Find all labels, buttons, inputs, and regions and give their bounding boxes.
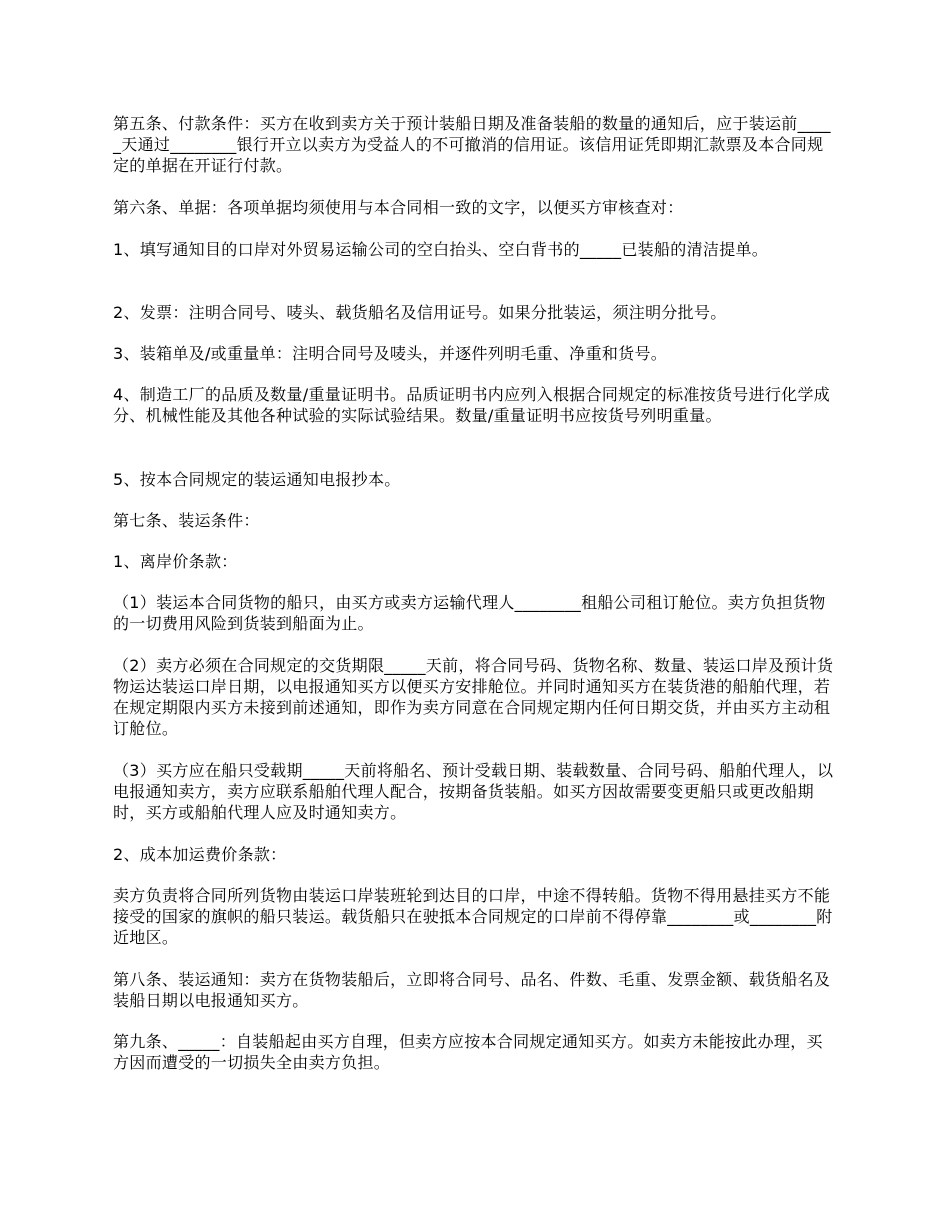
doc-item-1-bill-of-lading [113,239,838,260]
fob-clause-3 [113,760,838,823]
paragraph-text: 第七条、装运条件： [113,511,260,530]
shipment-item-1-fob [113,551,838,572]
paragraph-text: 第六条、单据：各项单据均须使用与本合同相一致的文字，以便买方审核查对： [113,198,684,217]
paragraph-text: 3、装箱单及/或重量单：注明合同号及唛头，并逐件列明毛重、净重和货号。 [113,344,668,363]
paragraph-text: 1、离岸价条款： [113,552,238,571]
doc-item-5-telegram-copy [113,469,838,490]
paragraph-text: 第八条、装运通知：卖方在货物装船后，立即将合同号、品名、件数、毛重、发票金额、载货船名及装船日期以电报通知买方。 [113,970,831,1010]
paragraph-text: （2）卖方必须在合同规定的交货期限_____天前，将合同号码、货物名称、数量、装运口岸及预计货物运达装运口岸日期，以电报通知买方以便买方安排舱位。并同时通知买方在装货港的船舶代理，若在规定期限内买方未接到前述通知，即作为卖方同意在合同规定期内任何日期交货，并由买方主动租订舱位。 [113,656,834,738]
article-6-documents [113,197,838,218]
fob-clause-2 [113,655,838,739]
shipment-item-2-cfr [113,844,838,865]
paragraph-text: 2、成本加运费价条款： [113,845,287,864]
paragraph-text: 5、按本合同规定的装运通知电报抄本。 [113,470,401,489]
paragraph-text: （1）装运本合同货物的船只，由买方或卖方运输代理人________租船公司租订舱位。卖方负担货物的一切费用风险到货装到船面为止。 [113,593,826,633]
paragraph-text: 1、填写通知目的口岸对外贸易运输公司的空白抬头、空白背书的_____已装船的清洁提单。 [113,240,769,259]
doc-item-3-packing-list [113,343,838,364]
fob-clause-1 [113,592,838,634]
cfr-clause [113,885,838,948]
article-7-shipment [113,510,838,531]
paragraph-text: 卖方负责将合同所列货物由装运口岸装班轮到达目的口岸，中途不得转船。货物不得用悬挂买方不能接受的国家的旗帜的船只装运。载货船只在驶抵本合同规定的口岸前不得停靠________或________附近地区。 [113,886,833,947]
article-9 [113,1031,838,1073]
paragraph-text: （3）买方应在船只受载期_____天前将船名、预计受载日期、装载数量、合同号码、船舶代理人，以电报通知卖方，卖方应联系船舶代理人配合，按期备货装船。如买方因故需要变更船只或更改船期时，买方或船舶代理人应及时通知卖方。 [113,761,834,822]
paragraph-text: 第五条、付款条件：买方在收到卖方关于预计装船日期及准备装船的数量的通知后，应于装运前_____天通过________银行开立以卖方为受益人的不可撤消的信用证。该信用证凭即期汇款票及本合同规定的单据在开证行付款。 [113,114,831,175]
article-5-payment [113,113,838,176]
paragraph-text: 2、发票：注明合同号、唛头、载货船名及信用证号。如果分批装运，须注明分批号。 [113,303,727,322]
article-8-shipment-notice [113,969,838,1011]
paragraph-text: 4、制造工厂的品质及数量/重量证明书。品质证明书内应列入根据合同规定的标准按货号进行化学成分、机械性能及其他各种试验的实际试验结果。数量/重量证明书应按货号列明重量。 [113,385,831,425]
doc-item-2-invoice [113,302,838,323]
doc-item-4-certificate [113,384,838,426]
paragraph-text: 第九条、_____：自装船起由买方自理，但卖方应按本合同规定通知买方。如卖方未能按此办理，买方因而遭受的一切损失全由卖方负担。 [113,1032,823,1072]
